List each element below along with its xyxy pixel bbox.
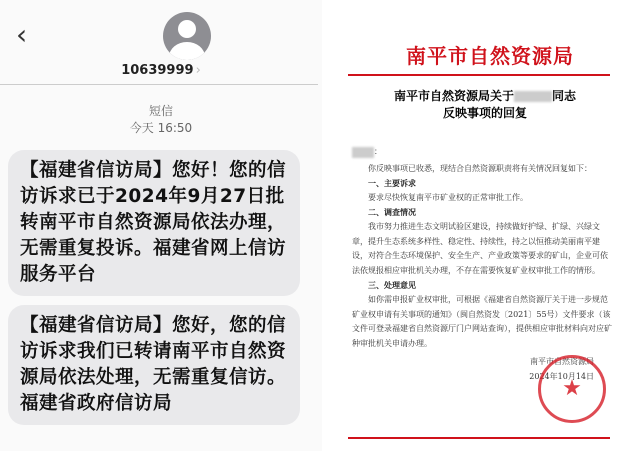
official-seal-icon: ★ [538,355,606,423]
signature: 南平市自然资源局 [530,357,594,367]
message-bubble[interactable]: 【福建省信访局】您好，您的信访诉求我们已转请南平市自然资源局依法处理，无需重复信访。福建省政府信访局 [8,305,300,425]
section-heading: 二、调查情况 [368,207,416,218]
salutation-suffix: ： [374,147,382,156]
header-red-line [348,74,610,76]
message-timestamp: 今天 16:50 [129,121,193,135]
section-heading: 三、处理意见 [368,280,416,291]
chevron-right-icon: › [195,63,201,78]
section-text: 要求尽快恢复南平市矿业权的正常审批工作。 [368,192,528,202]
document-date: 2024年10月14日 [529,371,594,381]
section-heading: 一、主要诉求 [368,178,416,189]
contact-number-text: 10639999 [121,63,194,78]
title-part: 同志 [552,89,577,103]
header-divider [0,84,318,85]
redacted-name [514,91,552,102]
redacted-salutation [352,147,374,158]
contact-number[interactable] [0,63,322,78]
title-line2: 反映事项的回复 [442,106,527,120]
section-text: 如你需申报矿业权审批，可根据《福建省自然资源厅关于进一步规范矿业权申请有关事项的通知》（闽自然资发〔2021〕55号）文件要求（该文件可登录福建省自然资源厅门户网站查询），提供相应审批材料向对应矿种审批机关申请办理。 [352,294,612,348]
document-header: 南平市自然资源局 [406,44,574,68]
contact-avatar-icon[interactable] [163,12,211,60]
document-body [352,145,614,385]
chevron-left-icon[interactable]: ‹ [16,18,28,51]
channel-label: 短信 [148,104,173,118]
title-part: 南平市自然资源局关于 [393,89,514,103]
document-title [340,88,630,122]
message-bubble[interactable]: 【福建省信访局】您好！您的信访诉求已于2024年9月27日批转南平市自然资源局依法办理，无需重复投诉。福建省网上信访服务平台 [8,150,300,296]
footer-red-line [348,437,610,439]
section-text: 我市努力推进生态文明试验区建设，持续做好护绿、扩绿、兴绿文章，提升生态系统多样性、稳定性、持续性，持之以恒推动美丽南平建设，对符合生态环境保护、安全生产、产业政策等要求的矿山，企业可依法依规报相应审批机关办理，不存在需要恢复矿业权审批工作的情形。 [352,221,608,275]
intro-paragraph: 你反映事项已收悉，现结合自然资源职责将有关情况回复如下： [368,163,592,173]
reply-document [340,0,640,451]
